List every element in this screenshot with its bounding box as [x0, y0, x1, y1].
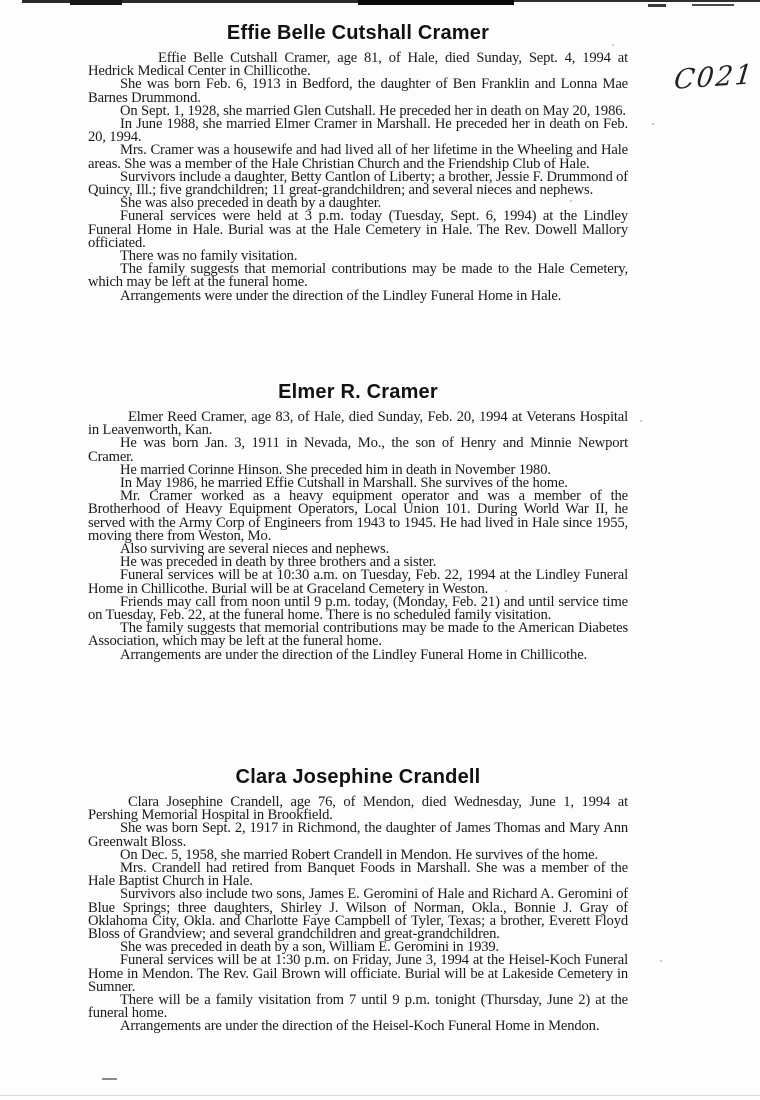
obituary-paragraph: Arrangements are under the direction of the Lindley Funeral Home in Chillicothe.	[120, 646, 588, 663]
obituary-paragraph: There will be a family visitation from 7 until 9 p.m. tonight (Thursday, June 2) at the funeral home.	[88, 992, 628, 1022]
scan-stray-mark	[102, 1078, 117, 1080]
obituary-paragraph: On Sept. 1, 1928, she married Glen Cutshall. He preceded her in death on May 20, 1986.	[120, 102, 626, 119]
scan-speck	[652, 123, 654, 125]
scan-artifact-top	[514, 0, 760, 2]
obituary-paragraph: The family suggests that memorial contributions may be made to the American Diabetes Association, which may be left at the funeral home.	[88, 620, 628, 650]
scan-artifact-top	[358, 0, 514, 5]
obituary-paragraph: She was born Sept. 2, 1917 in Richmond, the daughter of James Thomas and Mary Ann Greenwalt Bloss.	[88, 820, 628, 850]
obituary-paragraph: Mrs. Cramer was a housewife and had lived all of her lifetime in the Wheeling and Hale areas. She was a member of the Hale Christian Church and the Friendship Club of Hale.	[88, 142, 628, 172]
obituary-paragraph: She was also preceded in death by a daughter.	[120, 195, 382, 212]
obituary-paragraph: Clara Josephine Crandell, age 76, of Mendon, died Wednesday, June 1, 1994 at Pershing Memorial Hospital in Brookfield.	[88, 794, 628, 824]
obituary-title: Elmer R. Cramer	[278, 381, 438, 403]
scan-artifact-top	[692, 4, 734, 6]
obituary-title: Effie Belle Cutshall Cramer	[226, 22, 490, 44]
obituary-paragraph: Funeral services were held at 3 p.m. today (Tuesday, Sept. 6, 1994) at the Lindley Funeral Home in Hale. Burial was at the Hale Cemetery in Hale. The Rev. Dowell Mallory officiated.	[88, 208, 628, 251]
obituary-paragraph: Elmer Reed Cramer, age 83, of Hale, died Sunday, Feb. 20, 1994 at Veterans Hospital in Leavenworth, Kan.	[88, 409, 628, 439]
obituary-paragraph: In May 1986, he married Effie Cutshall in Marshall. She survives of the home.	[120, 475, 568, 492]
obituary-paragraph: He was born Jan. 3, 1911 in Nevada, Mo., the son of Henry and Minnie Newport Cramer.	[88, 435, 628, 465]
scan-speck	[660, 960, 662, 962]
obituary-effie-cramer	[88, 22, 628, 303]
obituary-paragraph: Mr. Cramer worked as a heavy equipment operator and was a member of the Brotherhood of Heavy Equipment Operators, Local Union 101. During World War II, he served with the Army Corp of Engineers from 1943 to 1945. He had lived in Hale since 1955, moving there from Weston, Mo.	[88, 488, 628, 544]
scan-speck	[640, 420, 642, 422]
obituary-paragraph: Also surviving are several nieces and nephews.	[120, 541, 390, 558]
obituary-elmer-cramer	[88, 381, 628, 662]
obituary-clara-crandell	[88, 766, 628, 1034]
obituary-paragraph: Arrangements are under the direction of the Heisel-Koch Funeral Home in Mendon.	[120, 1018, 600, 1035]
obituary-paragraph: On Dec. 5, 1958, she married Robert Crandell in Mendon. He survives of the home.	[120, 846, 598, 863]
obituary-paragraph: Funeral services will be at 10:30 a.m. on Tuesday, Feb. 22, 1994 at the Lindley Funeral Home in Chillicothe. Burial will be at Graceland Cemetery in Weston.	[88, 567, 628, 597]
scan-artifact-bottom-line	[0, 1095, 760, 1096]
obituary-paragraph: There was no family visitation.	[120, 248, 298, 265]
obituary-paragraph: Funeral services will be at 1:30 p.m. on Friday, June 3, 1994 at the Heisel-Koch Funeral Home in Mendon. The Rev. Gail Brown will officiate. Burial will be at Lakeside Cemetery in Sumner.	[88, 952, 628, 995]
obituary-paragraph: Effie Belle Cutshall Cramer, age 81, of Hale, died Sunday, Sept. 4, 1994 at Hedrick Medical Center in Chillicothe.	[88, 50, 628, 80]
obituary-paragraph: Friends may call from noon until 9 p.m. today, (Monday, Feb. 21) and until service time on Tuesday, Feb. 22, at the funeral home. There is no scheduled family visitation.	[88, 593, 628, 624]
obituary-paragraph: She was preceded in death by a son, William E. Geromini in 1939.	[120, 939, 500, 956]
scan-artifact-top	[70, 0, 122, 5]
obituary-paragraph: In June 1988, she married Elmer Cramer in Marshall. He preceded her in death on Feb. 20, 1994.	[88, 116, 628, 146]
scan-speck	[570, 200, 572, 202]
obituary-paragraph: Mrs. Crandell had retired from Banquet Foods in Marshall. She was a member of the Hale Baptist Church in Hale.	[88, 860, 628, 890]
scan-artifact-top	[648, 4, 666, 7]
obituary-paragraph: He was preceded in death by three brothers and a sister.	[120, 554, 437, 571]
obituary-paragraph: Survivors include a daughter, Betty Cantlon of Liberty; a brother, Jessie F. Drummond of Quincy, Ill.; five grandchildren; 11 great-grandchildren; and several nieces and nephews.	[88, 168, 628, 199]
obituary-title: Clara Josephine Crandell	[235, 766, 481, 788]
scan-speck	[505, 590, 507, 592]
obituary-paragraph: Arrangements were under the direction of the Lindley Funeral Home in Hale.	[120, 287, 562, 304]
obituary-paragraph: Survivors also include two sons, James E. Geromini of Hale and Richard A. Geromini of Blue Springs; three daughters, Shirley J. Wilson of Norman, Okla., Bonnie J. Gray of Oklahoma City, Okla. and Charlotte Faye Campbell of Tyler, Texas; a brother, Everett Floyd Bloss of Grandview; and several grandchildren and great-grandchildren.	[88, 886, 628, 943]
obituary-paragraph: She was born Feb. 6, 1913 in Bedford, the daughter of Ben Franklin and Lonna Mae Barnes Drummond.	[88, 76, 628, 106]
handwritten-archive-code: C021	[672, 59, 756, 96]
scan-speck	[612, 44, 614, 46]
obituary-paragraph: He married Corinne Hinson. She preceded him in death in November 1980.	[120, 461, 551, 478]
obituary-paragraph: The family suggests that memorial contributions may be made to the Hale Cemetery, which may be left at the funeral home.	[88, 261, 628, 291]
